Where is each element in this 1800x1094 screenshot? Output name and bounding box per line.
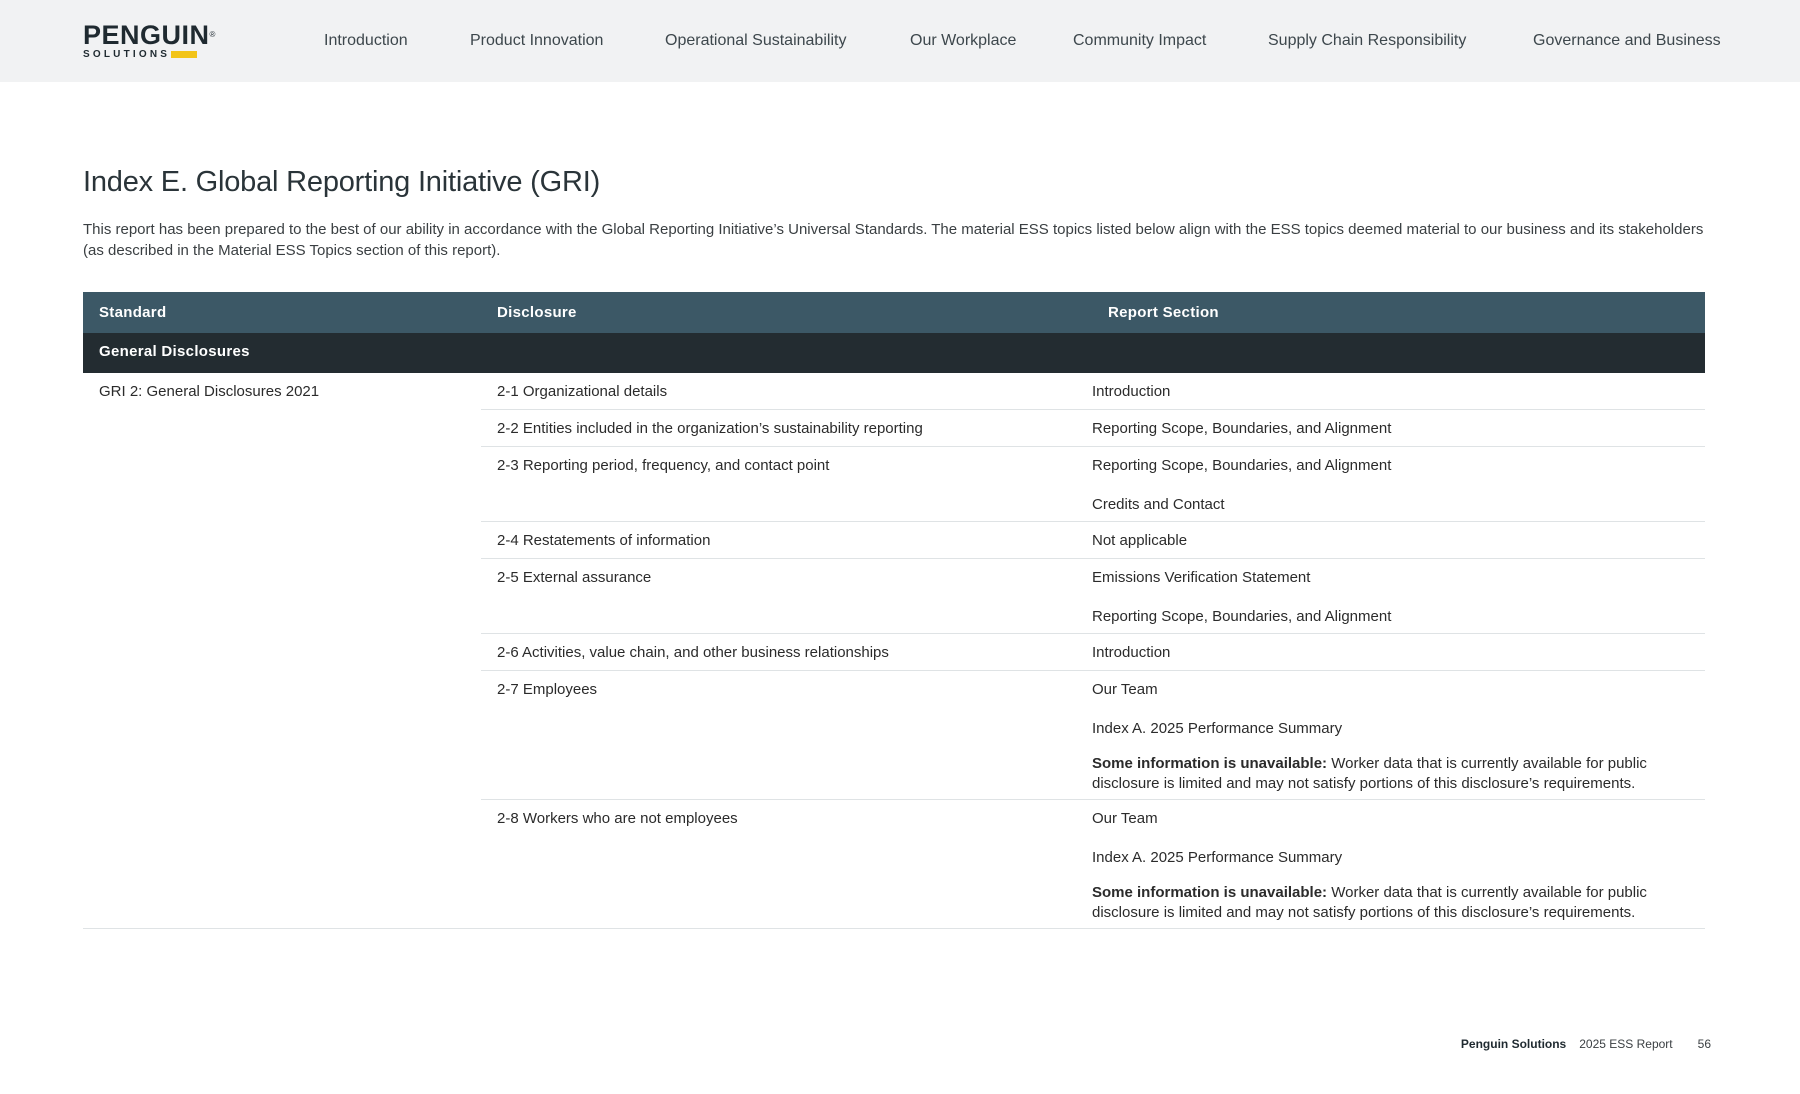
logo-subtitle: SOLUTIONS [83,49,171,60]
report-section-item: Reporting Scope, Boundaries, and Alignment [1092,457,1392,474]
report-section-cell [1076,522,1705,558]
report-section-item: Credits and Contact [1092,496,1225,513]
table-row [481,558,1705,633]
report-section-cell [1076,559,1705,633]
unavailable-note [1092,754,1705,793]
column-header-report-section: Report Section [1108,304,1219,321]
nav-item-our-workplace[interactable]: Our Workplace [910,32,1017,49]
nav-item-operational-sustainability[interactable]: Operational Sustainability [665,32,847,49]
table-row [481,799,1705,928]
footer-brand: Penguin Solutions [1460,1037,1567,1051]
report-section-item: Emissions Verification Statement [1092,569,1311,586]
gri-index-table [83,292,1705,929]
penguin-solutions-logo[interactable] [83,22,216,60]
footer-report-name: 2025 ESS Report [1579,1037,1673,1051]
table-row [481,373,1705,409]
disclosure-rows [481,373,1705,928]
page-footer [1461,1037,1711,1051]
report-section-item: Our Team [1092,810,1158,827]
report-section-item: Introduction [1092,383,1171,400]
disclosure-cell: 2-4 Restatements of information [497,532,711,549]
report-section-item: Reporting Scope, Boundaries, and Alignment [1092,608,1392,625]
report-section-item: Introduction [1092,644,1171,661]
disclosure-cell: 2-2 Entities included in the organization’s sustainability reporting [497,420,923,437]
disclosure-cell: 2-8 Workers who are not employees [497,810,738,827]
trademark-icon: ® [209,30,216,39]
disclosure-cell: 2-1 Organizational details [497,383,668,400]
section-row-general-disclosures [83,333,1705,373]
unavailable-note-label: Some information is unavailable: [1092,755,1328,772]
unavailable-note-label: Some information is unavailable: [1092,884,1328,901]
table-row [481,670,1705,799]
nav-item-governance-and-business[interactable]: Governance and Business [1533,32,1721,49]
report-section-item: Not applicable [1092,532,1188,549]
section-label: General Disclosures [99,343,250,360]
report-section-item: Index A. 2025 Performance Summary [1092,849,1343,866]
table-body [83,373,1705,929]
disclosure-cell: 2-3 Reporting period, frequency, and contact point [497,457,830,474]
nav-item-product-innovation[interactable]: Product Innovation [470,32,604,49]
disclosure-cell: 2-5 External assurance [497,569,652,586]
standard-cell: GRI 2: General Disclosures 2021 [99,383,320,400]
table-row [481,446,1705,521]
disclosure-cell: 2-7 Employees [497,681,598,698]
intro-paragraph: This report has been prepared to the best of our ability in accordance with the Global Reporting Initiative’s Universal Standards. The material ESS topics listed below align with the ESS topics deemed material to our business and its stakeholders (as described in the Material ESS Topics section of this report). [83,221,1704,259]
nav-item-introduction[interactable]: Introduction [324,32,408,49]
report-section-item: Our Team [1092,681,1158,698]
report-section-cell [1076,410,1705,446]
report-section-item: Index A. 2025 Performance Summary [1092,720,1343,737]
nav-item-supply-chain-responsibility[interactable]: Supply Chain Responsibility [1268,32,1467,49]
table-row [481,521,1705,558]
top-navigation-bar [0,0,1800,82]
unavailable-note [1092,883,1705,922]
report-section-cell [1076,373,1705,409]
unavailable-note-text: Worker data that is currently available for public disclosure is limited and may not satisfy portions of this disclosure’s requirements. [1092,755,1647,792]
unavailable-note-text: Worker data that is currently available for public disclosure is limited and may not satisfy portions of this disclosure’s requirements. [1092,884,1647,921]
column-header-standard: Standard [99,304,167,321]
report-section-cell [1076,671,1705,799]
disclosure-cell: 2-6 Activities, value chain, and other business relationships [497,644,889,661]
report-section-cell [1076,634,1705,670]
logo-wordmark: PENGUIN [83,20,210,50]
table-row [481,409,1705,446]
table-header [83,292,1705,333]
page-number: 56 [1697,1037,1711,1051]
report-section-item: Reporting Scope, Boundaries, and Alignment [1092,420,1392,437]
report-section-cell [1076,800,1705,928]
table-row [481,633,1705,670]
column-header-disclosure: Disclosure [497,304,577,321]
report-section-cell [1076,447,1705,521]
nav-item-community-impact[interactable]: Community Impact [1073,32,1207,49]
page-title: Index E. Global Reporting Initiative (GRI) [83,166,601,198]
logo-accent-bar [171,51,197,58]
